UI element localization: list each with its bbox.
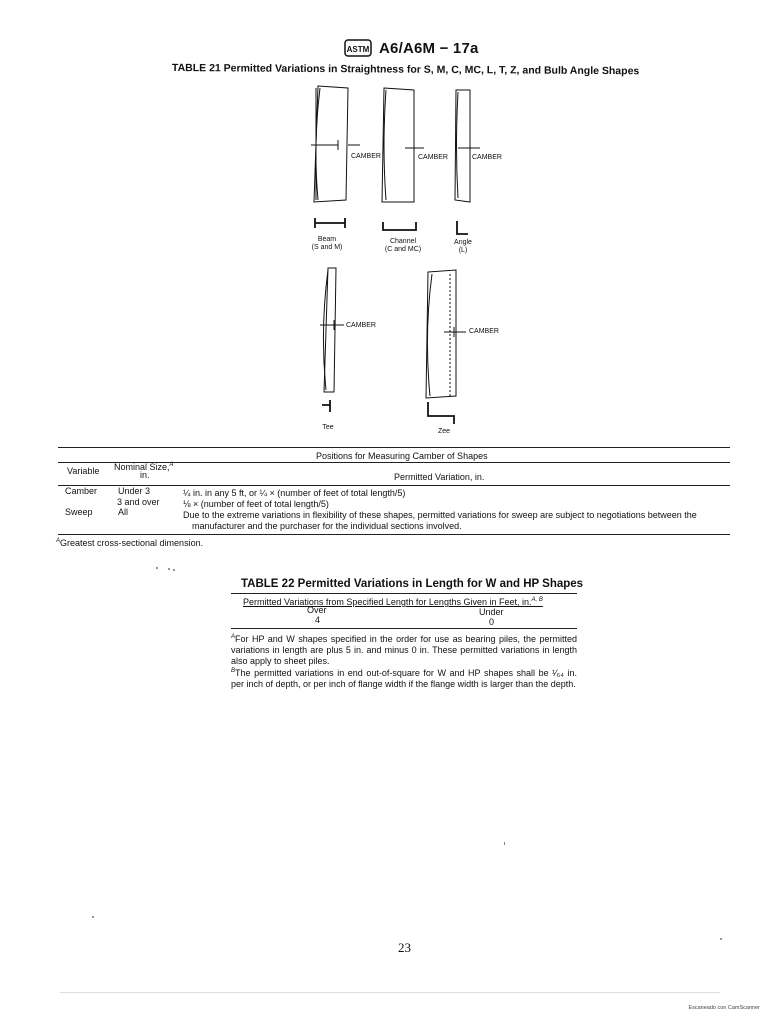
note-b-mark: B [231, 668, 236, 674]
tee-camber-label: CAMBER [346, 322, 376, 329]
logo-text: ASTM [346, 45, 370, 54]
table-22-header-text: Permitted Variations from Specified Length for Lengths Given in Feet, in. [243, 597, 532, 607]
row-camber-variation-2: ⅛ × (number of feet of total length/5) [183, 499, 329, 509]
col-permitted-variation: Permitted Variation, in. [394, 472, 485, 482]
note-b-text: The permitted variations in end out-of-square for W and HP shapes shall be ¹⁄₆₄ in. per inch of depth, or per inch of flange width if the flange width is larger than the depth. [231, 668, 577, 690]
col-over: Over [307, 605, 327, 615]
table-21-body-rule [58, 485, 730, 486]
angle-label [448, 239, 478, 255]
scan-speck [504, 842, 505, 845]
table-21-title: TABLE 21 Permitted Variations in Straightness for S, M, C, MC, L, T, Z, and Bulb Angle Shapes [171, 62, 640, 78]
col-nominal-unit: in. [140, 470, 150, 480]
page-bottom-edge [60, 992, 720, 993]
footnote-mark: A [56, 538, 61, 544]
row-sweep-size: All [118, 507, 129, 517]
channel-name: Channel [389, 238, 417, 245]
channel-camber-label: CAMBER [418, 154, 448, 161]
beam-camber-label: CAMBER [351, 153, 381, 160]
figure-caption: Positions for Measuring Camber of Shapes [316, 451, 488, 461]
document-designation: A6/A6M − 17a [379, 39, 479, 57]
tee-diagram [320, 268, 344, 412]
footnote-text: Greatest cross-sectional dimension. [60, 538, 204, 548]
channel-label [378, 238, 428, 254]
angle-camber-label: CAMBER [472, 154, 502, 161]
scan-speck [173, 569, 175, 571]
row-sweep-variation-cont: manufacturer and the purchaser for the individual sections involved. [192, 521, 462, 531]
angle-name: Angle [454, 239, 472, 246]
col-under: Under [479, 607, 504, 617]
val-under: 0 [489, 617, 495, 627]
table-21-top-rule [58, 447, 730, 448]
table-22-header-sup: A, B [531, 597, 543, 603]
note-a-mark: A [231, 634, 236, 640]
table-22-title: TABLE 22 Permitted Variations in Length for W and HP Shapes [241, 578, 584, 590]
zee-label: Zee [437, 428, 451, 435]
row-camber-size-2: 3 and over [117, 497, 160, 507]
col-nominal-text: Nominal Size, [114, 462, 170, 472]
scanner-watermark: Escaneado con CamScanner [688, 1005, 760, 1011]
row-camber-size-1: Under 3 [118, 486, 151, 496]
beam-label [306, 236, 348, 252]
table-22-top-rule [231, 593, 577, 594]
tee-label: Tee [322, 424, 334, 431]
row-sweep-variation: Due to the extreme variations in flexibility of these shapes, permitted variations for sweep are subject to negotiations between the [183, 510, 697, 520]
zee-camber-label: CAMBER [469, 328, 499, 335]
beam-name: Beam [317, 236, 337, 243]
scan-speck [92, 916, 94, 918]
row-camber-variation-1: ¼ in. in any 5 ft, or ¼ × (number of feet of total length/5) [183, 488, 406, 498]
angle-sub: (L) [458, 247, 468, 254]
angle-diagram [455, 90, 480, 234]
table-22-note-a [231, 632, 577, 668]
camber-shapes-figure [0, 0, 768, 450]
table-22-note-b [231, 666, 577, 690]
zee-diagram [426, 270, 466, 424]
col-nominal-sup: A [169, 462, 174, 468]
row-camber-variable: Camber [65, 486, 98, 496]
scan-speck [168, 568, 170, 570]
scan-speck [720, 938, 722, 940]
table-21-footnote [56, 536, 203, 549]
note-a-text: For HP and W shapes specified in the order for use as bearing piles, the permitted variations in length are plus 5 in. and minus 0 in. These permitted variations in length also apply to sheet piles. [231, 634, 577, 667]
table-22-bottom-rule [231, 628, 577, 629]
col-variable: Variable [67, 466, 100, 476]
table-21-bottom-rule [58, 534, 730, 535]
beam-sub: (S and M) [311, 244, 343, 251]
page-number: 23 [398, 940, 411, 955]
row-sweep-variable: Sweep [65, 507, 93, 517]
val-over: 4 [315, 615, 321, 625]
scan-speck [156, 567, 158, 569]
channel-sub: (C and MC) [384, 246, 422, 253]
